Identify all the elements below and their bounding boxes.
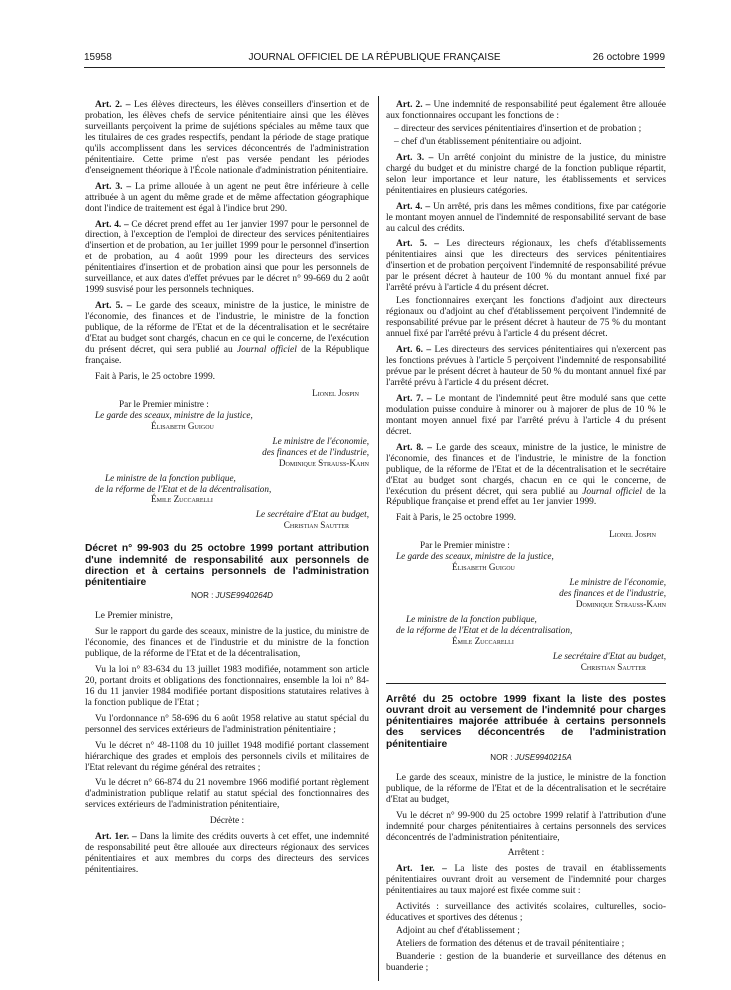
fait-a-paris: Fait à Paris, le 25 octobre 1999. <box>396 513 517 524</box>
fp-title-1: Le ministre de la fonction publique, <box>406 614 537 625</box>
article-text: Un arrêté, pris dans les mêmes conditions, fixe par catégorie le montant moyen annuel de l'indemnité de responsabilité servant de base au calcul des crédits. <box>386 201 666 234</box>
article-text: Le garde des sceaux, ministre de la justice, le ministre de l'économie, des finances et de l'industrie, le ministre de la fonction publique, de la réforme de l'Etat et de la décentralisation et le secrétaire d'Etat au budget sont chargés, chacun en ce qui le concerne, de l'exécution du présent décret, qui sera publié au <box>85 301 369 356</box>
journal-officiel: Journal officiel <box>582 486 642 497</box>
par-premier-ministre: Par le Premier ministre : <box>119 398 209 409</box>
article-5-paragraph-2: Les fonctionnaires exerçant les fonctions d'adjoint aux directeurs régionaux ou d'adjoint au chef d'établissement perçoivent l'indemnité de responsabilité prévue par le présent décret à hauteur de 75 % du montant annuel fixé par l'arrêté prévu à l'article 4 du présent décret. <box>386 296 666 340</box>
visa-3: Vu l'ordonnance n° 58-696 du 6 août 1958 relative au statut spécial du personnel des services extérieurs de l'administration pénitentiaire ; <box>85 713 369 735</box>
fp-name: Émile Zuccarelli <box>452 635 514 646</box>
article-number: Art. 5. – <box>396 239 440 250</box>
issue-date: 26 octobre 1999 <box>592 52 665 63</box>
article-text: Ce décret prend effet au 1er janvier 1997 pour le personnel de direction, à l'exception de l'emploi de directeur des services pénitentiaires d'insertion et de probation, au 1er juillet 1999 pour le personnel d'insertion et de probation, au 4 août 1999 pour les directeurs des services pénitentiaires d'insertion et de probation ainsi que pour les personnels de surveillance, et aux dates d'effet prévues par le décret n° 99-669 du 2 août 1999 susvisé pour les personnels techniques. <box>85 219 369 296</box>
fp-title-2: de la réforme de l'Etat et de la décentralisation, <box>396 624 573 635</box>
journal-title: JOURNAL OFFICIEL DE LA RÉPUBLIQUE FRANÇAISE <box>248 52 501 63</box>
article-text: La liste des postes de travail en établissements pénitentiaires ouvrant droit au versement de l'indemnité pour charges pénitentiaires au taux majoré est fixée comme suit : <box>386 864 666 897</box>
article-number: Art. 7. – <box>396 393 432 404</box>
article-number: Art. 6. – <box>396 345 432 356</box>
visa-1: Sur le rapport du garde des sceaux, ministre de la justice, du ministre de l'économie, des finances et de l'industrie et du ministre de la fonction publique, de la réforme de l'Etat et de la décentralisation, <box>85 627 369 659</box>
article-3 <box>85 182 369 215</box>
article-1 <box>85 832 369 876</box>
nor-label: NOR : <box>191 591 214 601</box>
visa-5: Vu le décret n° 66-874 du 21 novembre 1966 modifié portant règlement d'administration publique relatif au statut spécial des fonctionnaires des services extérieurs de l'administration pénitentiaire, <box>85 778 369 811</box>
nor-value: JUSE9940215A <box>514 752 572 762</box>
header-rule <box>84 67 665 68</box>
list-item: Buanderie : gestion de la buanderie et surveillance des détenus en buanderie ; <box>386 952 666 974</box>
right-column <box>386 100 666 976</box>
garde-name: Élisabeth Guigou <box>151 420 214 431</box>
article-number: Art. 2. – <box>396 100 431 110</box>
article-number: Art. 3. – <box>95 181 132 192</box>
arrete-visa: Vu le décret n° 99-900 du 25 octobre 1999 relatif à l'attribution d'une indemnité pour charges pénitentiaires à certains personnels des services déconcentrés de l'administration pénitentiaire, <box>386 810 666 843</box>
article-1 <box>386 864 666 897</box>
article-2 <box>386 100 666 122</box>
eco-title-2: des finances et de l'industrie, <box>559 588 666 599</box>
eco-title-1: Le ministre de l'économie, <box>272 435 369 446</box>
article-number: Art. 4. – <box>95 219 129 230</box>
page-number: 15958 <box>84 52 112 63</box>
article-text: Dans la limite des crédits ouverts à cet effet, une indemnité de responsabilité peut être allouée aux directeurs régionaux des services pénitentiaires et aux membres du corps des directeurs des services pénitentiaires. <box>85 832 369 876</box>
article-6 <box>386 345 666 389</box>
article-4 <box>85 220 369 297</box>
signature-block <box>386 529 666 672</box>
garde-title: Le garde des sceaux, ministre de la justice, <box>396 551 554 562</box>
list-item: Adjoint au chef d'établissement ; <box>396 926 520 937</box>
fait-a-paris: Fait à Paris, le 25 octobre 1999. <box>95 371 216 382</box>
pm-intro: Le Premier ministre, <box>95 611 173 622</box>
budget-title: Le secrétaire d'Etat au budget, <box>255 509 369 520</box>
eco-title-1: Le ministre de l'économie, <box>569 577 666 588</box>
list-item: Ateliers de formation des détenus et de travail pénitentiaire ; <box>396 939 625 950</box>
budget-name: Christian Sautter <box>283 520 349 531</box>
list-item: Activités : surveillance des activités scolaires, culturelles, socio-éducatives et sportives des détenus ; <box>386 902 666 924</box>
dash-item-1: – directeur des services pénitentiaires d'insertion et de probation ; <box>394 123 642 134</box>
article-text: Le garde des sceaux, ministre de la justice, le ministre de l'économie, des finances et de l'industrie, le ministre de la fonction publique, de la réforme de l'Etat et de la décentralisation et le secrétaire d'Etat au budget sont chargés, chacun en ce qui le concerne, de l'exécution du présent décret, qui sera publié au <box>386 442 667 497</box>
eco-title-2: des finances et de l'industrie, <box>262 446 369 457</box>
arrete-title: Arrêté du 25 octobre 1999 fixant la liste des postes ouvrant droit au versement de l'indemnité pour charges pénitentiaires majorée attribuée à certains personnels des services déconcentrés de l'administration pénitentiaire <box>386 693 666 750</box>
article-number: Art. 8. – <box>396 442 432 453</box>
nor-label: NOR : <box>490 752 513 762</box>
decrete: Décrète : <box>209 816 245 827</box>
article-5 <box>85 301 369 367</box>
visa-2: Vu la loi n° 83-634 du 13 juillet 1983 modifiée, notamment son article 20, portant droits et obligations des fonctionnaires, ensemble la loi n° 84-16 du 11 janvier 1984 modifiée portant dispositions statutaires relatives à la fonction publique de l'Etat ; <box>85 664 369 708</box>
article-text-end: de la République française. <box>85 345 370 366</box>
fp-title-2: de la réforme de l'Etat et de la décentralisation, <box>95 483 272 494</box>
left-column <box>85 100 369 881</box>
par-premier-ministre: Par le Premier ministre : <box>420 540 510 551</box>
article-4 <box>386 202 666 235</box>
visa-4: Vu le décret n° 48-1108 du 10 juillet 1948 modifié portant classement hiérarchique des grades et emplois des personnels civils et militaires de l'Etat relevant du régime général des retraites ; <box>85 740 369 773</box>
decree-title: Décret n° 99-903 du 25 octobre 1999 portant attribution d'une indemnité de responsabilité aux personnels de direction et à certains personnels de l'administration pénitentiaire <box>85 543 369 588</box>
article-text: Le montant de l'indemnité peut être modulé sans que cette modulation puisse conduire à minorer ou à majorer de plus de 10 % le montant moyen annuel fixé par l'arrêté prévu à l'article 4 du présent décret. <box>386 393 666 437</box>
nor-reference <box>85 591 369 602</box>
article-text: Un arrêté conjoint du ministre de la justice, du ministre chargé du budget et du ministre chargé de la fonction publique répartit, selon leur importance et leur nature, les établissements et services pénitentiaires en plusieurs catégories. <box>386 152 666 196</box>
pm-name: Lionel Jospin <box>312 387 359 398</box>
article-3 <box>386 153 666 197</box>
eco-name: Dominique Strauss-Kahn <box>575 599 666 610</box>
nor-reference <box>386 753 666 764</box>
garde-name: Élisabeth Guigou <box>452 562 515 573</box>
section-separator <box>386 683 666 684</box>
article-text-end: de la République française et prend effet au 1er janvier 1999. <box>386 486 666 508</box>
article-number: Art. 2. – <box>95 100 131 110</box>
journal-officiel: Journal officiel <box>236 345 297 356</box>
signature-block <box>85 388 369 531</box>
article-number: Art. 3. – <box>396 152 434 163</box>
article-number: Art. 1er. – <box>95 832 137 843</box>
pm-name: Lionel Jospin <box>609 529 656 540</box>
article-2 <box>85 100 369 177</box>
fp-title-1: Le ministre de la fonction publique, <box>105 472 236 483</box>
dash-item-2: – chef d'un établissement pénitentiaire ou adjoint. <box>394 136 582 147</box>
eco-name: Dominique Strauss-Kahn <box>278 457 369 468</box>
column-divider <box>378 96 379 981</box>
article-text: Les élèves directeurs, les élèves conseillers d'insertion et de probation, les élèves chefs de service pénitentiaire ainsi que les élèves surveillants perçoivent la prime de sujétions spéciales au même taux que les titulaires de ces grades respectifs, pendant la période de stage pratique qu'ils accomplissent dans les services déconcentrés de l'administration pénitentiaire. Cette prime n'est pas versée pendant les périodes d'enseignement théorique à l'École nationale d'administration pénitentiaire. <box>85 100 370 176</box>
article-8 <box>386 443 666 509</box>
nor-value: JUSE9940264D <box>215 591 273 601</box>
garde-title: Le garde des sceaux, ministre de la justice, <box>95 409 253 420</box>
budget-title: Le secrétaire d'Etat au budget, <box>552 650 666 661</box>
arretent: Arrêtent : <box>507 848 545 859</box>
article-text: Une indemnité de responsabilité peut également être allouée aux fonctionnaires occupant les fonctions de : <box>386 100 666 121</box>
article-text: Les directeurs des services pénitentiaires qui n'exercent pas les fonctions prévues à l'article 5 perçoivent l'indemnité de responsabilité prévue par le présent décret à hauteur de 50 % du montant annuel fixé par l'arrêté prévu à l'article 4 du présent décret. <box>386 345 666 388</box>
budget-name: Christian Sautter <box>580 661 646 672</box>
article-text: La prime allouée à un agent ne peut être inférieure à celle attribuée à un agent du même grade et de même affectation géographique dont l'indice de traitement est égal à l'indice brut 290. <box>85 181 369 214</box>
article-7 <box>386 394 666 438</box>
article-text: Les directeurs régionaux, les chefs d'établissements pénitentiaires ainsi que les directeurs des services pénitentiaires d'insertion et de probation perçoivent l'indemnité de responsabilité prévue par le présent décret à hauteur de 100 % du montant annuel fixé par l'arrêté prévu à l'article 4 du présent décret. <box>386 239 666 294</box>
article-5 <box>386 239 666 294</box>
fp-name: Émile Zuccarelli <box>151 494 213 505</box>
article-number: Art. 5. – <box>95 301 132 312</box>
arrete-intro: Le garde des sceaux, ministre de la justice, le ministre de la fonction publique, de la réforme de l'Etat et de la décentralisation et le secrétaire d'Etat au budget, <box>386 772 666 805</box>
page-header <box>84 52 665 66</box>
article-number: Art. 1er. – <box>396 864 447 875</box>
article-number: Art. 4. – <box>396 201 431 212</box>
